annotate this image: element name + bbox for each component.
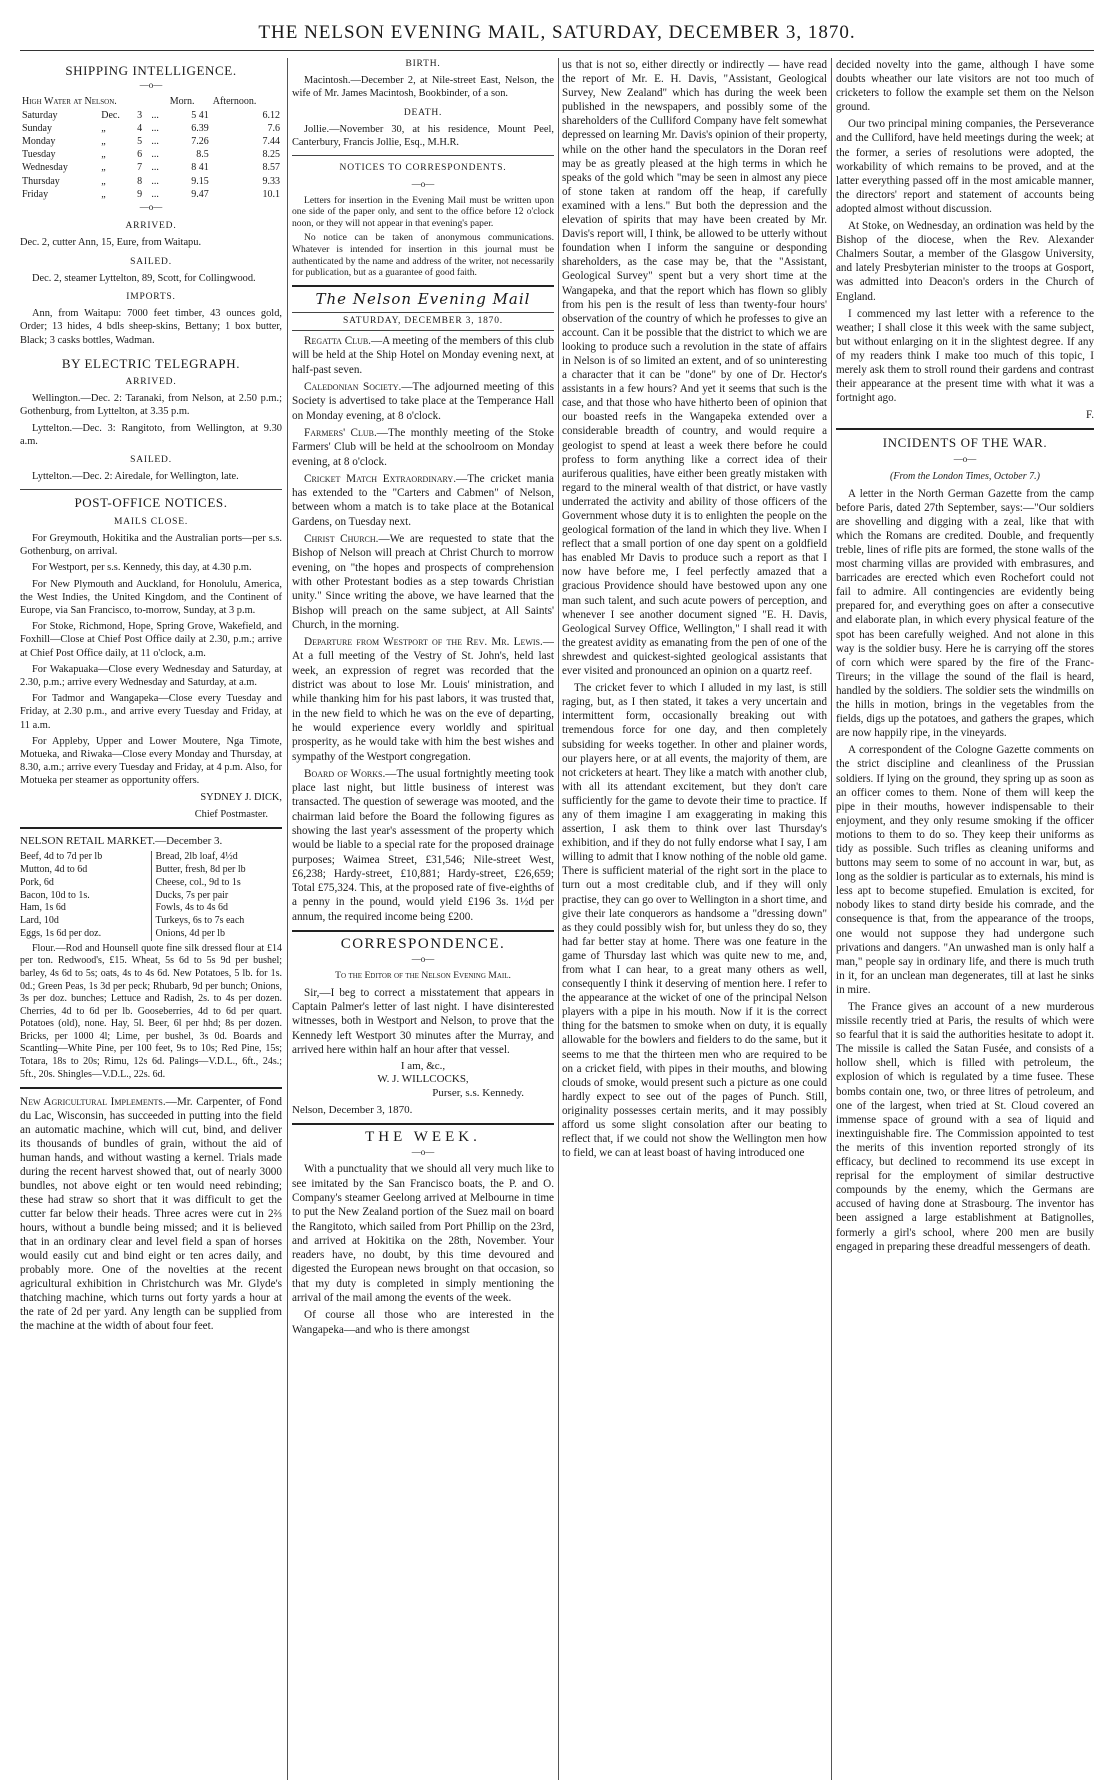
tide-cell: Saturday (22, 109, 58, 121)
market-item: Beef, 4d to 7d per lb (20, 851, 103, 863)
signature-title: Chief Postmaster. (194, 808, 268, 820)
weather-text: I commenced my last letter with a reference to the weather; I shall close it this week with the same subject, but without enlarging on it in the slightest degree. If any of my readers think I make too much of this topic, I merely ask them to stroll round their gardens and contrast their appearance at the present time with what it was a fortnight ago. (836, 307, 1094, 405)
notice-text: Letters for insertion in the Evening Mail must be written upon one side of the paper only, and sent to the office before 12 o'clock noon, or they will not appear in that evening's paper. (292, 194, 554, 229)
correspondence-heading: CORRESPONDENCE. (340, 936, 506, 953)
tide-row (20, 148, 282, 161)
week-continued: us that is not so, either directly or indirectly — have read the report of Mr. E. H. Davis, "Assistant, Geological Survey, New Zealand" which has during the week been published in the newspapers, and possibly some of the shareholders of the Culliford Company have felt somewhat depressed on learning Mr. Davis's opinion of their property, while on the other hand the speculators in the Doran reef may be as greatly pleased at the high terms in which he speaks of the gold which "may be seen in almost any piece of stone taken at random off the heap, if carefully examined with a lens." But both the depression and the elevation of spirits that may have been created by Mr. Davis's report will, I think, be allowed to be utterly without foundation when I inform the sanguine or desponding shareholders, as the case may be, that the "Assistant, Geological Survey" spent but a very short time at the Wangapeka, and that the report which has flown so glibly from his pen is the result of less than twenty-four hours' observation of the country of which he professes to give an account. Can it be possible that the district to which we are looking to produce such a revolution in the state of affairs in Nelson is of so limited an extent, and of so uninteresting a character that it can be "done" by one of Dr. Hector's assistants in a few hours? And yet it seems that such is the case, and that those who have hitherto been of opinion that our boasted reefs in the Wangapeka extended over a considerable breadth of country, and would require a geologist to spend at least a week there before he could profess to form anything like a correct idea of their auriferous qualities, have either been greatly mistaken with regard to the mineral wealth of that district, or have vastly underrated the activity and ability of those officers of the Government whose duty it is to enlighten the people on the geological formation of the land in which they live. When I reflect that a small portion of one day spent on a goldfield has enabled Mr Davis to produce such a report as that I now have before me, I feel perfectly amazed that a gracious Providence should have bestowed upon any one man such talent, and such acute powers of perception, and whenever I see another document signed "E. H. Davis, Geological Survey Office, Wellington," I shall read it with the greatest avidity as emanating from the pen of one of the shrewdest and quickest-sighted geological assistants that ever visited and pronounced an opinion on a quartz reef. (562, 59, 827, 678)
corr-date: Nelson, December 3, 1870. (292, 1103, 413, 1116)
birth-text: Macintosh.—December 2, at Nile-street East, Nelson, the wife of Mr. James Macintosh, Bookbinder, of a son. (292, 75, 554, 100)
post-item: For Greymouth, Hokitika and the Australian ports—per s.s. Gothenburg, on arrival. (20, 532, 282, 558)
tide-cell: ... (151, 175, 159, 187)
post-item: For Wakapuaka—Close every Wednesday and Saturday, at 2.30, p.m.; arrive every Wednesday and Saturday, at a.m. (20, 663, 282, 688)
war-text: A letter in the North German Gazette from the camp before Paris, dated 27th September, says:—"Our soldiers are shovelling and digging with a zeal, like that with which the Romans are credited. Double, and frequently treble, lines of rifle pits are formed, the stone walls of the most charming villas are provided with embrasures, and barricades are erected which even Rochefort could not fail to admire. All contingencies are evidently being prepared for, and everything goes on after a consecutive and elaborate plan, in which every physical feature of the spot has been carefully weighed. And not alone in this way is the soldier busy. Here he is carrying off the stores of corn which were spared by the fire of the Franc-Tireurs; in the village the sound of the flail is heard, handled by the soldiers. The soldier sets the windmills on the hills in motion, brings in the vegetables from the fields, digs up the potatoes, and gathers the grapes, which are now happily ripe, in the vineyards. (836, 487, 1094, 740)
sailed-heading: SAILED. (130, 256, 172, 267)
war-source: (From the London Times, October 7.) (890, 470, 1040, 482)
notice-text: No notice can be taken of anonymous communications. Whatever is intended for insertion in this journal must be authenticated by the name and address of the writer, not necessarily for publication, but as a guarantee of good faith. (292, 232, 554, 279)
news-item (292, 426, 554, 469)
top-rule (20, 50, 1094, 51)
author-initial: F. (1085, 409, 1094, 422)
divider (292, 1123, 554, 1125)
divider (292, 285, 554, 287)
tide-cell: 7.6 (267, 122, 280, 134)
tide-cell: „ (101, 136, 106, 148)
news-item (292, 472, 554, 529)
week-text: Of course all those who are interested in the Wangapeka—and who is there amongst (292, 1309, 554, 1336)
paper-title: The Nelson Evening Mail (315, 289, 531, 308)
correspondence-to: To the Editor of the Nelson Evening Mail. (335, 970, 511, 982)
tide-row (20, 122, 282, 135)
column-rule (558, 58, 559, 1780)
news-item-heading: Regatta Club. (304, 335, 371, 348)
telegraph-item: Lyttelton.—Dec. 3: Rangitoto, from Wellington, at 9.30 a.m. (20, 422, 282, 447)
tide-head: Afternoon. (212, 96, 257, 108)
tide-row (20, 175, 282, 188)
market-table (20, 851, 282, 941)
tide-cell: 7.26 (191, 136, 209, 148)
tide-cell: Wednesday (22, 162, 68, 174)
market-item: Turkeys, 6s to 7s each (155, 915, 245, 927)
tide-cell: 9.47 (191, 188, 209, 200)
post-item: For New Plymouth and Auckland, for Honolulu, America, the West Indies, the United Kingdom, and the Continent of Europe, via San Francisco, to-morrow, Sunday, at 3 p.m. (20, 578, 282, 616)
tide-cell: Sunday (22, 122, 52, 134)
agri-article (20, 1095, 282, 1333)
post-item: For Stoke, Richmond, Hope, Spring Grove, Wakefield, and Foxhill—Close at Chief Post Office daily at 2.30, p.m.; arrive at Chief Post Office daily, at 11 o'clock, a.m. (20, 621, 282, 659)
tide-cell: 9.15 (191, 175, 209, 187)
news-item-heading: Cricket Match Extraordinary. (304, 472, 457, 485)
mining-text: Our two principal mining companies, the Perseverance and the Culliford, have held meetings during the week; at the former, a series of resolutions were adopted, the workability of which remains to be proved, and at the latter everything passed off in the most amicable manner, the directors' report and statement of accounts being adopted almost without discussion. (836, 118, 1094, 215)
tide-row (20, 135, 282, 148)
market-title: NELSON RETAIL MARKET.—December 3. (20, 834, 223, 847)
tide-cell: 10.1 (262, 188, 280, 200)
column-4 (836, 58, 1094, 1780)
week-text: With a punctuality that we should all very much like to see imitated by the San Francisco boats, the P. and O. Company's steamer Geelong arrived at Melbourne in time to put the New Zealand portion of the Suez mail on board the Rangitoto, which sailed from Port Phillip on the 23rd, and arrived at Hokitika on the 28th, November. Your readers have, no doubt, by this time devoured and digested the European news brought on that occasion, so that my duty is completed in simply mentioning the arrival of the mail among the events of the week. (292, 1163, 554, 1305)
agri-text: —Mr. Carpenter, of Fond du Lac, Wisconsin, has succeeded in putting into the field an automatic machine, which will cut, bind, and deliver its thousands of bundles of grain, without the aid of human hands, and without wasting a kernel. Trials made during the recent harvest showed that, out of nearly 3000 bundles, not above eight or ten would need rebinding; these had straw so short that it was difficult to get the cutter far below their heads. Three acres were cut in 2⅔ hours, without a bundle being missed; and it is believed that in an ordinary clear and level field a span of horses would easily cut and bind eight or ten acres daily, and probably more. One of the novelties at the recent agricultural exhibition in Christchurch was Mr. Glyde's thatching machine, which turns out forty yards a hour at the rate of 2d per yard. Any length can be supplied from the machine at the width of about four feet. (20, 1096, 282, 1333)
ornament: —o— (953, 454, 977, 465)
market-item: Cheese, col., 9d to 1s (155, 876, 241, 888)
corr-sign: Purser, s.s. Kennedy. (432, 1086, 524, 1099)
imports-text: Ann, from Waitapu: 7000 feet timber, 43 ounces gold, Order; 13 hides, 4 bdls sheep-skins, Bettany; 1 box butter, Black; 3 casks bottles, Wadman. (20, 308, 282, 346)
column-3 (562, 58, 827, 1780)
post-item: For Tadmor and Wangapeka—Close every Tuesday and Friday, at 2.30 p.m., and arrive every Tuesday and Friday, at 11 a.m. (20, 693, 282, 731)
arrived-text: Dec. 2, cutter Ann, 15, Eure, from Waitapu. (20, 237, 202, 249)
divider (292, 930, 554, 932)
tide-cell: 8.57 (262, 162, 280, 174)
tide-cell: 6 (137, 149, 143, 161)
news-item-heading: Board of Works. (304, 767, 386, 780)
tide-cell: „ (101, 188, 106, 200)
news-item-text: —The adjourned meeting of this Society is advertised to take place at the Temperance Hall on Monday evening, at 8 o'clock. (292, 381, 554, 422)
post-item: For Appleby, Upper and Lower Moutere, Nga Timote, Motueka, and Riwaka—Close every Monday and Thursday, at 8.30, a.m.; arrive every Tuesday and Friday, at 4 p.m. Also, for Motueka per steamer as opportunity offers. (20, 735, 282, 787)
news-item-heading: Departure from Westport of the Rev. Mr. Lewis. (304, 636, 543, 649)
tide-cell: Thursday (22, 175, 60, 187)
tide-cell: 8 41 (191, 162, 209, 174)
tide-cell: 7.44 (262, 136, 280, 148)
column-1 (20, 58, 282, 1780)
tide-cell: 3 (137, 109, 143, 121)
sailed-heading: SAILED. (130, 455, 172, 466)
death-text: Jollie.—November 30, at his residence, Mount Peel, Canterbury, Francis Jollie, Esq., M.H.R. (292, 123, 554, 149)
tide-cell: Dec. (101, 109, 120, 121)
ordination-text: At Stoke, on Wednesday, an ordination was held by the Bishop of the diocese, when the Rev. Alexander Chalmers Soutar, a member of the Glasgow University, and lately Presbyterian minister to the troops at Gosport, was admitted into Deacon's orders in the Church of England. (836, 220, 1094, 303)
corr-sign: I am, &c., (400, 1060, 446, 1073)
market-item: Eggs, 1s 6d per doz. (20, 927, 102, 939)
post-title: POST-OFFICE NOTICES. (74, 495, 228, 511)
tide-cell: 5 (137, 136, 143, 148)
notices-heading: NOTICES TO CORRESPONDENTS. (339, 163, 507, 174)
tide-cell: ... (151, 149, 159, 161)
signature: SYDNEY J. DICK, (200, 791, 282, 803)
novelty-text: decided novelty into the game, although I have some doubts wheather our late visitors are not too much of cricketers to follow the example set them on the Nelson ground. (836, 59, 1094, 114)
imports-heading: IMPORTS. (126, 292, 176, 303)
tide-row (20, 109, 282, 122)
death-heading: DEATH. (403, 107, 443, 118)
tide-cell: ... (151, 136, 159, 148)
telegraph-item: Wellington.—Dec. 2: Taranaki, from Nelson, at 2.50 p.m.; Gothenburg, from Lyttelton, at 3.35 p.m. (20, 393, 282, 418)
market-item: Lard, 10d (20, 915, 59, 927)
ornament: —o— (411, 1147, 435, 1158)
news-item-text: —A meeting of the members of this club will be held at the Ship Hotel on Monday evening next, at half-past seven. (292, 335, 554, 376)
news-item (292, 767, 554, 924)
column-2 (292, 58, 554, 1780)
market-item: Mutton, 4d to 6d (20, 863, 88, 875)
masthead: THE NELSON EVENING MAIL, SATURDAY, DECEMBER 3, 1870. (258, 22, 856, 43)
sailed-text: Dec. 2, steamer Lyttelton, 89, Scott, for Collingwood. (32, 272, 256, 284)
tide-cell: 8.25 (262, 149, 280, 161)
arrived-heading: ARRIVED. (125, 221, 177, 232)
tide-table (20, 95, 282, 201)
tide-cell: „ (101, 122, 106, 134)
column-rule (287, 58, 288, 1780)
war-text: The France gives an account of a new murderous missile recently tried at Paris, the results of which were so fearful that it is said the authorities hesitate to adopt it. The missile is called the Satan Fusée, and consists of a hollow shell, which is filled with petroleum, the explosion of which is regulated by a time fusee. These bombs contain one, two, or three litres of petroleum, and one of the largest, when tried at St. Cloud covered an immense space of ground with a sea of liquid and inextinguishable fire. The Commission appointed to test the merits of this invention reported strongly of its efficacy, but declined to recommend its use except in reprisal for the employment of similar destructive compounds by the enemy, which the Germans are accused of having done at Strasbourg. The inventor has been assigned a large establishment at Batignolles, formerly a girl's school, where 200 men are busily engaged in preparing these dreadful messengers of death. (836, 1001, 1094, 1253)
market-item: Fowls, 4s to 4s 6d (155, 902, 229, 914)
tide-cell: ... (151, 188, 159, 200)
tide-cell: 6.12 (262, 109, 280, 121)
post-item: For Westport, per s.s. Kennedy, this day, at 4.30 p.m. (32, 562, 252, 574)
shipping-title: SHIPPING INTELLIGENCE. (65, 63, 237, 78)
tide-cell: ... (151, 109, 159, 121)
ornament: —o— (411, 179, 435, 190)
tide-cell: 8.5 (196, 149, 209, 161)
tide-head: Morn. (169, 96, 195, 108)
tide-cell: 9.33 (262, 175, 280, 187)
news-item-text: —We are requested to state that the Bishop of Nelson will preach at Christ Church to morrow evening, on "the hopes and prospects of comprehension with other Protestant bodies as a step towards Christian unity." Since writing the above, we have learned that the Bishop will preach on the same subject, at All Saints' Church, in the morning. (292, 533, 554, 631)
tide-cell: Friday (22, 188, 49, 200)
tide-cell: Tuesday (22, 149, 56, 161)
war-heading: INCIDENTS OF THE WAR. (882, 435, 1048, 451)
news-item (292, 380, 554, 423)
market-item: Pork, 6d (20, 876, 54, 888)
market-item: Onions, 4d per lb (155, 927, 225, 939)
news-item (292, 532, 554, 632)
birth-heading: BIRTH. (405, 59, 441, 69)
corr-sign: W. J. WILLCOCKS, (377, 1073, 469, 1086)
market-item: Butter, fresh, 8d per lb (155, 863, 246, 875)
tide-cell: Monday (22, 136, 56, 148)
tide-row (20, 188, 282, 201)
news-item-text: —The monthly meeting of the Stoke Farmers' Club will be held at the schoolroom on Monday evening, at 8 o'clock. (292, 426, 554, 468)
divider (20, 489, 282, 490)
market-item: Ham, 1s 6d (20, 902, 66, 914)
week-heading: THE WEEK. (365, 1128, 481, 1145)
tide-cell: 7 (137, 162, 143, 174)
ornament: —o— (139, 202, 163, 213)
divider (20, 827, 282, 829)
divider (292, 155, 554, 156)
news-item-heading: Caledonian Society. (304, 381, 402, 394)
cricket-text: The cricket fever to which I alluded in my last, is still raging, but, as I then stated, it takes a very uncertain and intermittent form, occasionally breaking out with tremendous force for one day, and then completely subsiding for weeks together. In other and plainer words, our players here, or at all events, the majority of them, are not cricketers at heart. They like a match with another club, with all its attendant excitement, but they don't care sufficiently for the game to devote their time to practice. If any of them imagine I am exaggerating in making this assertion, I ask them to think over last Thursday's exhibition, and if they do not fully endorse what I say, I am willing to admit that I know nothing of the noble old game. There is sufficient material of the right sort in the place to turn out a most creditable club, and if they will only practise, they can go over to Wellington in a short time, and give their late conquerors as handsome a "dressing down" as they could possibly wish for, but unless they do so, they had far better stay at home. There was one feature in the game of Thursday last which was quite new to me, and, from what I can hear, to a great many others as well, consequently I think it deserving of mention here. I refer to the appearance at the wicket of one of the principal Nelson players with a pipe in his mouth. Now if it is the correct thing for the batsmen to smoke when on duty, it is equally allowable for the bowlers and fielders to do the same, but it seems to me that the thirteen men who are required to be on a cricket field, with pipes in their mouths, and blowing clouds of smoke, would present such a picture as one could hardly expect to see out of the pages of Punch. Still, originality possesses certain merits, and it may possibly afford us some slight consolation after our beating to reflect that, if we could not show the Wellington men how to field, we can at least boast of having introduced one (562, 682, 827, 1160)
arrived-heading: ARRIVED. (125, 377, 177, 388)
telegraph-title: BY ELECTRIC TELEGRAPH. (61, 355, 241, 371)
news-item (292, 334, 554, 377)
news-item-text: —At a full meeting of the Vestry of St. John's, held last week, an expression of regret was recorded that the district was about to lose Mr. Louis' ministration, and while thanking him for his past labors, it was trusted that, in the new field to which he was on the eve of departing, he would experience every worldly and spiritual prosperity, as he would take with him the best wishes and sympathy of the Westport congregation. (292, 636, 554, 763)
divider (836, 428, 1094, 430)
tide-cell: 5 41 (191, 109, 209, 121)
tide-cell: 4 (137, 122, 143, 134)
tide-cell: „ (101, 175, 106, 187)
ornament: —o— (139, 80, 163, 91)
market-item: Ducks, 7s per pair (155, 889, 229, 901)
correspondence-text: Sir,—I beg to correct a misstatement that appears in Captain Palmer's letter of last night. I have disinterested witnesses, both in Westport and Nelson, to prove that the Kennedy left Westport 30 minutes after the Murray, and arrived here within half an hour after that vessel. (292, 986, 554, 1056)
tide-cell: ... (151, 122, 159, 134)
tide-head: High Water at Nelson. (22, 96, 117, 108)
market-item: Bacon, 10d to 1s. (20, 889, 90, 901)
dateline: SATURDAY, DECEMBER 3, 1870. (292, 312, 554, 331)
divider (20, 1087, 282, 1089)
market-text: Flour.—Rod and Hounsell quote fine silk dressed flour at £14 per ton. Redwood's, £15. Wheat, 5s 6d to 5s 9d per bushel; barley, 4s 6d to 5s; oats, 4s to 4s 6d. New Potatoes, 5 lb. for 1s. 0d.; Green Peas, 1s 3d per peck; Rhubarb, 9d per bunch; Onions, 3s per doz. bunches; Lettuce and Radish, 2s. to 4s per dozen. Cherries, 4d to 6d per lb. Gooseberries, 4d to 6d per quart. Potatoes (old), none. Hay, 5l. Beer, 6l per hhd; 8s per dozen. Bricks, per 1000 4l; Lime, per bushel, 3s 0d. Boards and Scantling—White Pine, per 100 feet, 9s to 10s; Red Pine, 15s; Totara, 18s to 20s; Rimu, 12s 6d. Palings—V.D.L., 6ft., 24s.; 5ft., 20s. Shingles—V.D.L., 22s. 6d. (20, 942, 282, 1080)
post-subtitle: MAILS CLOSE. (114, 516, 188, 527)
tide-cell: 8 (137, 175, 143, 187)
news-item-heading: Farmers' Club. (304, 426, 377, 439)
telegraph-item: Lyttelton.—Dec. 2: Airedale, for Wellington, late. (32, 471, 239, 483)
tide-cell: 9 (137, 188, 143, 200)
column-rule (831, 58, 832, 1780)
tide-cell: ... (151, 162, 159, 174)
ornament: —o— (411, 954, 435, 965)
news-item-heading: Christ Church. (304, 533, 379, 546)
tide-cell: „ (101, 162, 106, 174)
news-item-text: —The cricket mania has extended to the "Carters and Cabmen" of Nelson, between whom a match is to take place at the Botanical Gardens, on Tuesday next. (292, 472, 554, 528)
tide-cell: 6.39 (191, 122, 209, 134)
agri-heading: New Agricultural Implements. (20, 1096, 166, 1109)
news-item-text: —The usual fortnightly meeting took place last night, but little business of interest was transacted. The question of sewerage was mooted, and the chairman laid before the Board the following figures as showing the last year's assessment of the property which would be liable to a special rate for the proposed drainage purposes; Waimea Street, £31,546; Nile-street West, £6,238; Hardy-street, £10,881; Hardy-street, £26,659; Total £75,324. This, at the proposed rate of five-eighths of a penny in the pound, would yield £196 3s. 1½d per annum, the required income being £200. (292, 767, 554, 923)
tide-row (20, 161, 282, 174)
tide-cell: „ (101, 149, 106, 161)
war-text: A correspondent of the Cologne Gazette comments on the strict discipline and cleanliness of the Prussian soldiers. If lying on the ground, they spring up as soon as an officer comes to them. None of them will keep the pipe in their mouths, however indispensable to their enjoyment, and they only resume smoking if the officer motions to them to do so. They keep their uniforms as tidy as possible. Such trifles as cleaning uniforms and buttons may seem to some of no account in war, but, as long as the soldier is particular as to externals, his mind is less apt to become stupefied. Emulation is excited, for nobody likes to stand dirty beside his comrade, and the consequence is that, from the appearance of the troops, one would not suppose they had undergone such privations and dangers. "An unwashed man is only half a man," people say in ordinary life, and there is much truth in it, for an unclean man degenerates, till at last he sinks in mire. (836, 744, 1094, 996)
market-item: Bread, 2lb loaf, 4½d (155, 851, 238, 863)
news-item (292, 635, 554, 764)
